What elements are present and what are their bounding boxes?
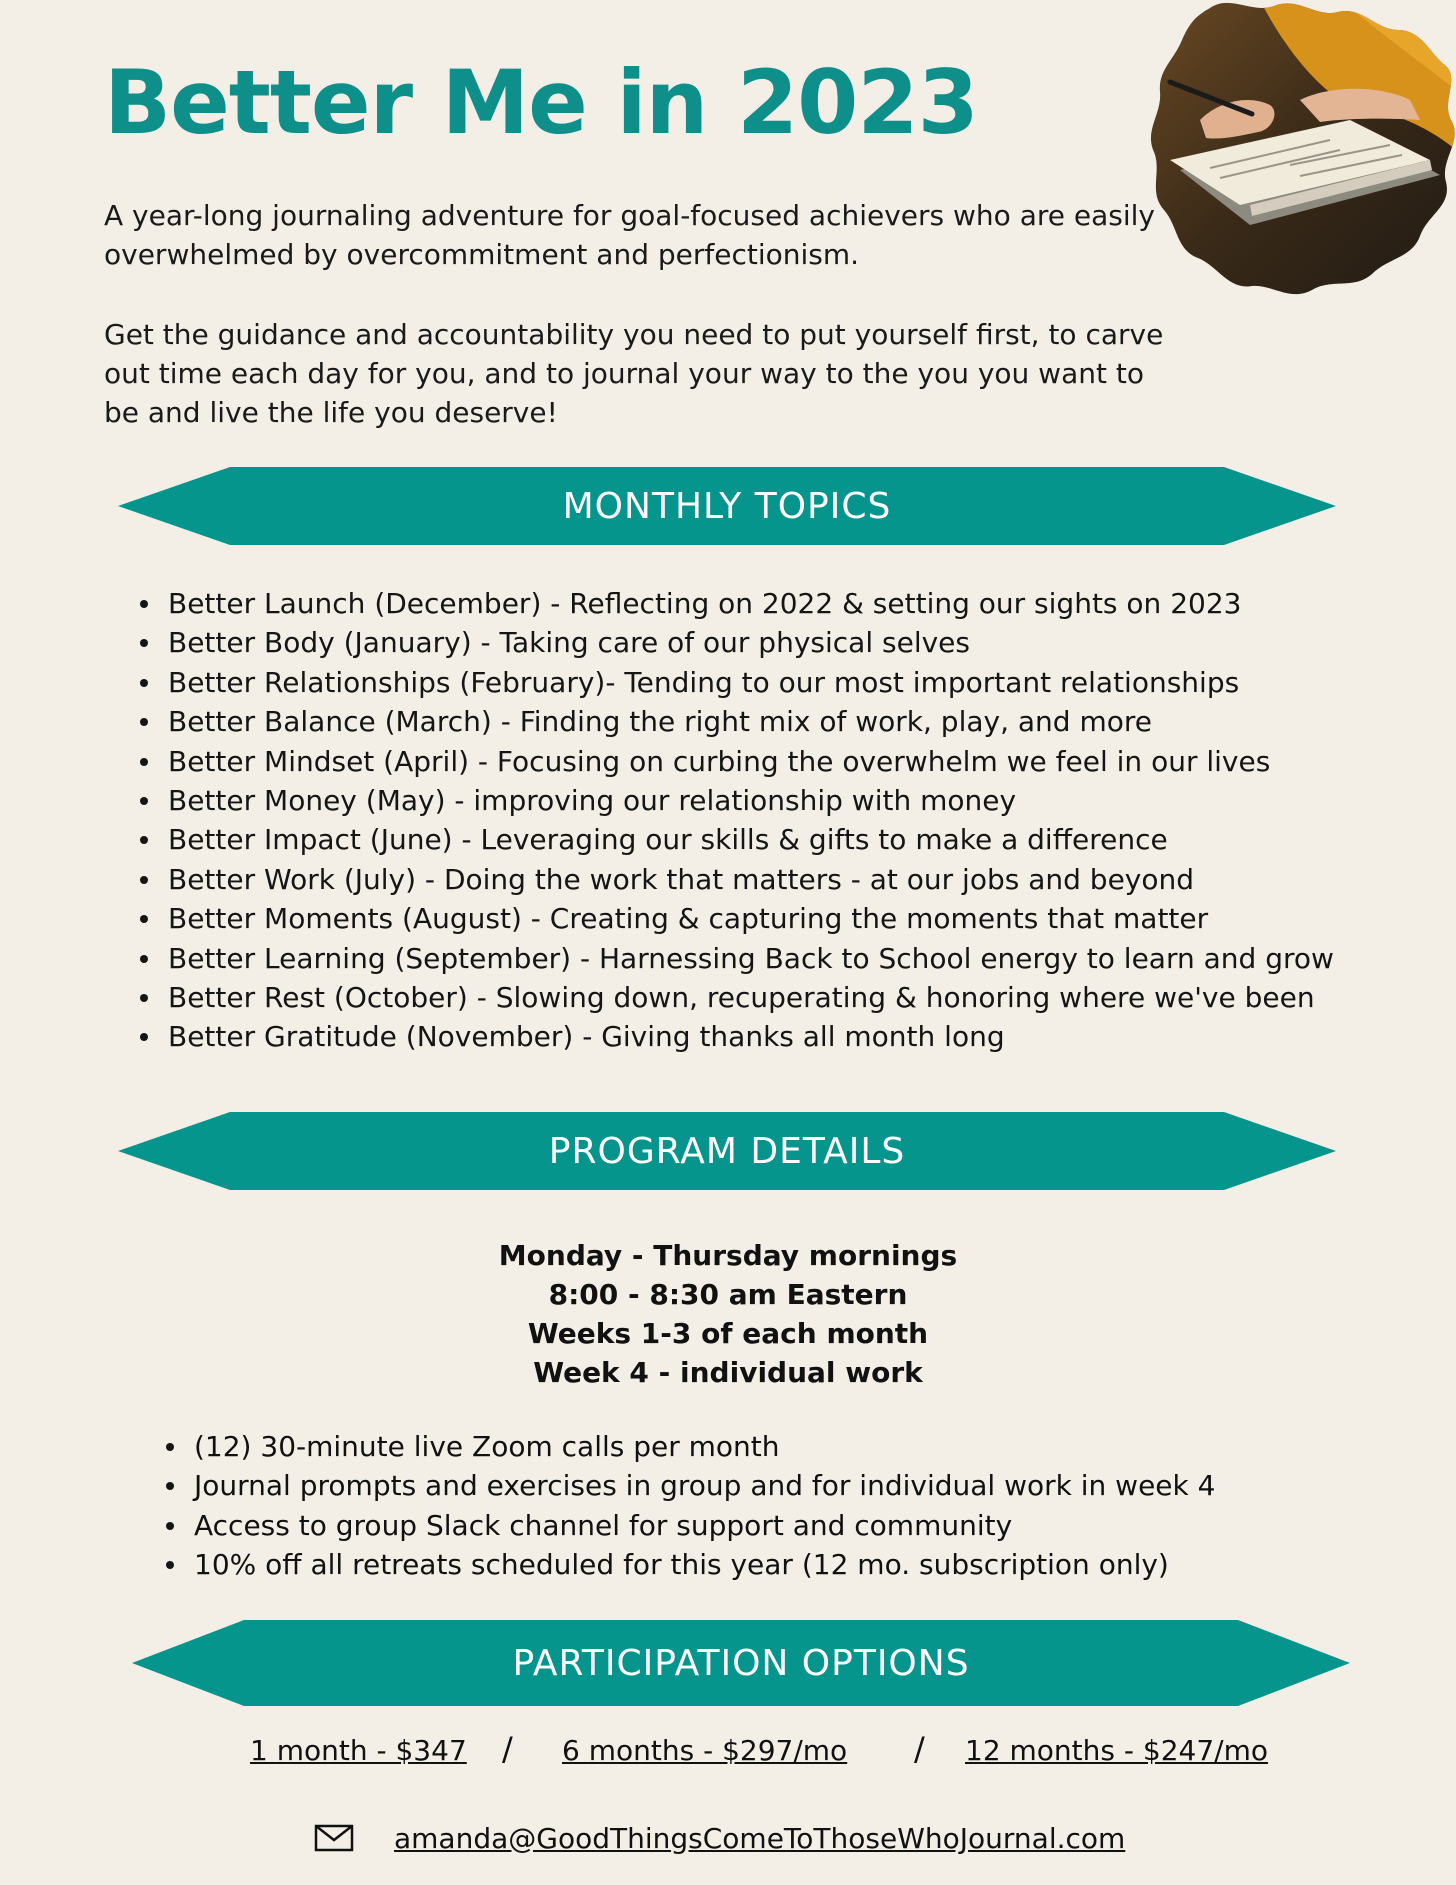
schedule-line: Week 4 - individual work xyxy=(533,1356,923,1389)
list-item: (12) 30-minute live Zoom calls per month xyxy=(166,1427,1215,1466)
option-12-months-link[interactable]: 12 months - $247/mo xyxy=(965,1734,1268,1767)
intro-paragraph-1: A year-long journaling adventure for goal-focused achievers who are easily overwhelmed by overcommitment and perfectionism. xyxy=(104,199,1155,271)
list-item: Better Body (January) - Taking care of our physical selves xyxy=(140,623,1334,662)
email-link[interactable]: amanda@GoodThingsComeToThoseWhoJournal.com xyxy=(394,1821,1126,1855)
monthly-topics-heading: MONTHLY TOPICS xyxy=(562,485,892,527)
contact-row xyxy=(314,1818,1125,1858)
list-item: Access to group Slack channel for support and community xyxy=(166,1506,1215,1545)
list-item: Better Moments (August) - Creating & capturing the moments that matter xyxy=(140,899,1334,938)
monthly-topics-list xyxy=(140,584,1334,1057)
program-details-heading: PROGRAM DETAILS xyxy=(548,1130,906,1172)
journal-photo xyxy=(1140,0,1456,300)
list-item: Better Learning (September) - Harnessing Back to School energy to learn and grow xyxy=(140,939,1334,978)
list-item: Better Launch (December) - Reflecting on 2022 & setting our sights on 2023 xyxy=(140,584,1334,623)
program-details-banner xyxy=(118,1112,1336,1190)
participation-options-row xyxy=(0,1730,1456,1774)
list-item: Better Mindset (April) - Focusing on curbing the overwhelm we feel in our lives xyxy=(140,742,1334,781)
intro-paragraph-2: Get the guidance and accountability you need to put yourself first, to carve out time each day for you, and to journal your way to the you you want to be and live the life you deserve! xyxy=(104,318,1164,429)
program-details-list xyxy=(166,1427,1215,1585)
option-1-month-link[interactable]: 1 month - $347 xyxy=(250,1734,467,1767)
list-item: Better Rest (October) - Slowing down, recuperating & honoring where we've been xyxy=(140,978,1334,1017)
participation-options-heading: PARTICIPATION OPTIONS xyxy=(512,1642,970,1684)
list-item: Better Balance (March) - Finding the right mix of work, play, and more xyxy=(140,702,1334,741)
schedule-block xyxy=(0,1236,1456,1392)
list-item: 10% off all retreats scheduled for this year (12 mo. subscription only) xyxy=(166,1545,1215,1584)
list-item: Better Relationships (February)- Tending to our most important relationships xyxy=(140,663,1334,702)
list-item: Better Impact (June) - Leveraging our skills & gifts to make a difference xyxy=(140,820,1334,859)
schedule-line: 8:00 - 8:30 am Eastern xyxy=(548,1278,908,1311)
list-item: Better Work (July) - Doing the work that matters - at our jobs and beyond xyxy=(140,860,1334,899)
schedule-line: Weeks 1-3 of each month xyxy=(527,1317,929,1350)
list-item: Better Gratitude (November) - Giving thanks all month long xyxy=(140,1017,1334,1056)
list-item: Better Money (May) - improving our relationship with money xyxy=(140,781,1334,820)
participation-options-banner xyxy=(132,1620,1350,1706)
option-separator: / xyxy=(914,1730,925,1768)
envelope-icon xyxy=(314,1824,354,1852)
page-title: Better Me in 2023 xyxy=(104,51,978,154)
monthly-topics-banner xyxy=(118,467,1336,545)
option-6-months-link[interactable]: 6 months - $297/mo xyxy=(562,1734,848,1767)
list-item: Journal prompts and exercises in group and for individual work in week 4 xyxy=(166,1466,1215,1505)
schedule-line: Monday - Thursday mornings xyxy=(498,1239,958,1272)
option-separator: / xyxy=(502,1730,513,1768)
